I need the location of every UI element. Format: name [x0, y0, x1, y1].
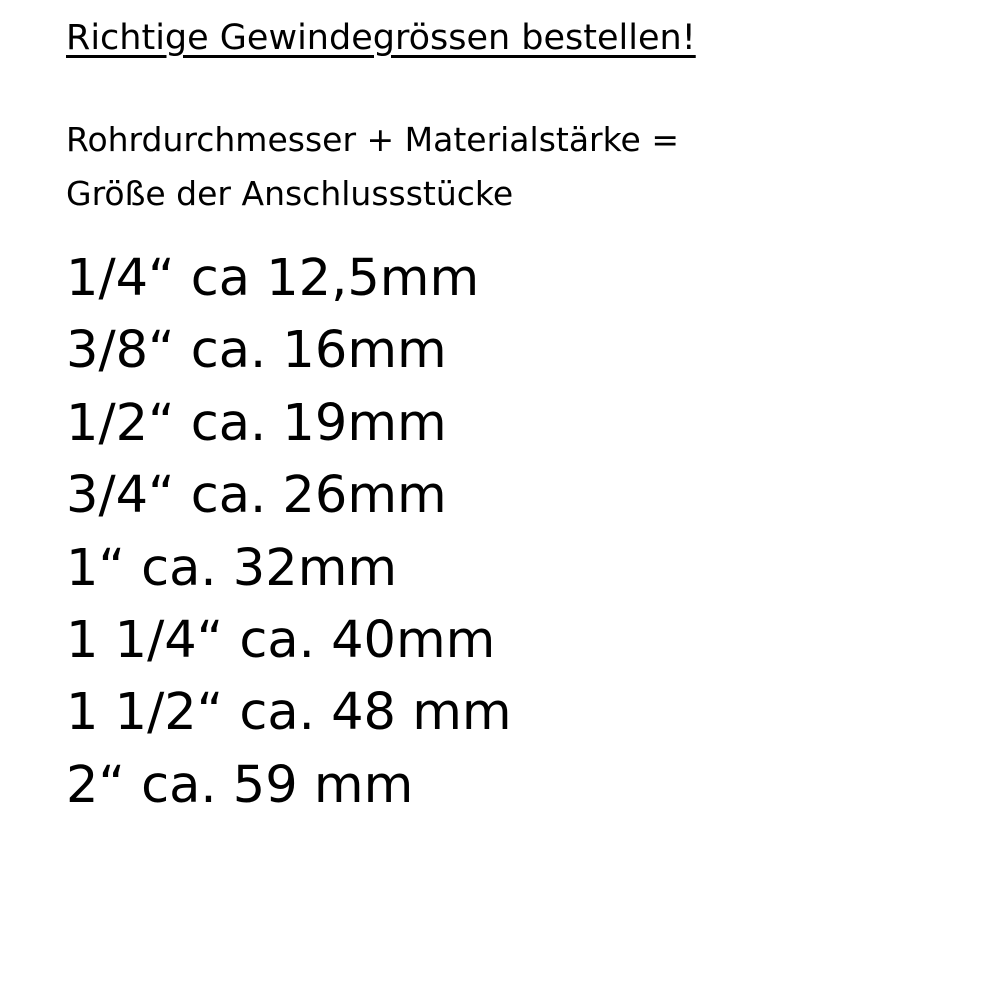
- list-item: 1/2“ ca. 19mm: [66, 393, 447, 453]
- list-item: 1/4“ ca 12,5mm: [66, 249, 480, 308]
- list-item: 3/4“ ca. 26mm: [66, 466, 447, 526]
- list-item: 1“ ca. 32mm: [66, 538, 398, 598]
- list-item: 3/8“ ca. 16mm: [66, 321, 447, 381]
- size-list: [66, 243, 512, 822]
- list-item: 1 1/4“ ca. 40mm: [66, 611, 496, 671]
- intro-text: [66, 113, 679, 222]
- intro-line-1: Rohrdurchmesser + Materialstärke =: [66, 120, 679, 159]
- list-item: 2“ ca. 59 mm: [66, 755, 414, 815]
- list-item: 1 1/2“ ca. 48 mm: [66, 683, 512, 743]
- intro-line-2: Größe der Anschlussstücke: [66, 174, 514, 214]
- page-title: Richtige Gewindegrössen bestellen!: [66, 18, 696, 58]
